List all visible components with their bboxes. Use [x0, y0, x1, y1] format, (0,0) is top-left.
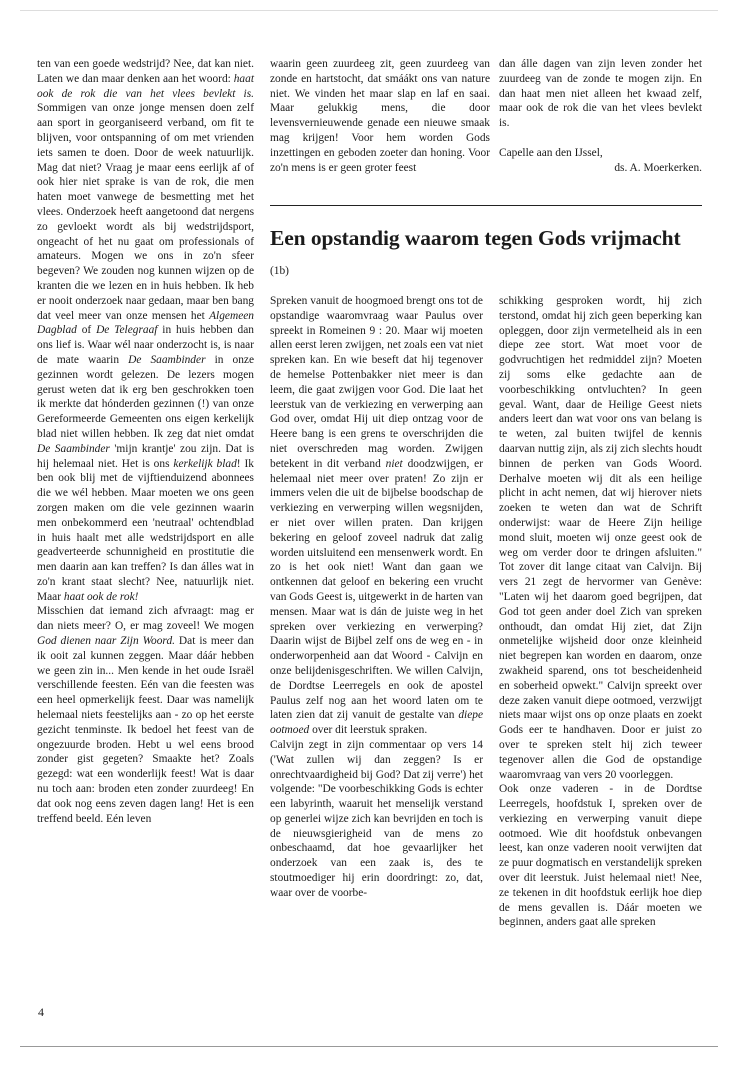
- italic-text: God dienen naar Zijn Woord.: [37, 635, 175, 648]
- page-top-edge: [20, 10, 718, 11]
- text-run: ten van een goede wedstrijd? Nee, dat kan niet. Laten we dan maar denken aan het woord:: [37, 58, 254, 85]
- page-number: 4: [38, 1005, 44, 1019]
- signoff-place: Capelle aan den IJssel,: [499, 147, 603, 159]
- italic-text: De Saambinder: [37, 442, 110, 455]
- paragraph: [270, 738, 483, 901]
- author-signoff: [499, 146, 702, 176]
- italic-text: kerkelijk blad: [173, 457, 237, 470]
- article-title: Een opstandig waarom tegen Gods vrijmacht: [270, 226, 681, 250]
- italic-text: niet: [385, 457, 403, 470]
- paragraph: [499, 782, 702, 930]
- text-run: Dat is meer dan ik ooit zal kunnen zeggen. Maar dáár hebben we geen zin in... Men kende in het oude Israël verschillende feesten. Eén van die feesten was een heel opmerkelijk feest. Daar was namelijk helemaal niets feestelijks aan - zo op het eerste gezicht tenminste. Ik bedoel het feest van de ongezuurde broden. Hebt u wel eens brood zonder gist gegeten? Smaakte het? Zoals gezegd: wat een wonderlijk feest! Wat is daar nu toch aan: broden eten zonder zuurdeeg! En dat ook nog eens zeven dagen lang! Het is een treffend beeld. Eén leven: [37, 635, 254, 825]
- italic-text: haat ook de rok die van het vlees bevlekt is.: [37, 72, 254, 100]
- text-run: Calvijn zegt in zijn commentaar op vers 14 ('Wat zullen wij dan zeggen? Is er onrechtvaardigheid bij God? Dat zij verre') het volgende: "De voorbeschikking Gods is echter een labyrinth, waaruit het menselijk verstand op generlei wijze zich kan bevrijden en toch is de nieuwsgierigheid van de mens zo onbeschaamd, dat hoe gevaarlijker het onderzoek van een zaak is, des te stoutmoediger hij erin doordringt: zo, dat, waar over de voorbe-: [270, 738, 483, 899]
- column-3-text: [499, 57, 702, 131]
- article-subtitle: (1b): [270, 265, 289, 277]
- paragraph: [499, 294, 702, 782]
- page-bottom-edge: [20, 1046, 718, 1047]
- text-run: Sommigen van onze jonge mensen doen zelf aan sport in georganiseerd verband, om fit te blijven, voor ontspanning of om met vrienden iets samen te doen. Door de week natuurlijk. Mag dat niet? Vraag je maar eens eerlijk af of ook hier niet sprake is van de rok, die men haten moet vanwege de besmetting met het vlees. Onderzoek heeft aangetoond dat nergens zo gevloekt wordt als bij wedstrijdsport, ongeacht of het nu gaat om professionals of amateurs. Mogen we ons in zo'n sfeer begeven? We zouden nog kunnen wijzen op de kranten die we lezen en in huis hebben. Ik heb er nooit onderzoek naar gedaan, maar ben bang dat veel meer van onze mensen het: [37, 102, 254, 322]
- paragraph: [270, 294, 483, 738]
- paragraph: [270, 57, 490, 175]
- italic-text: haat ook de rok!: [63, 590, 139, 603]
- paragraph: [499, 57, 702, 131]
- text-run: Misschien dat iemand zich afvraagt: mag er dan niets meer? O, er mag zoveel! We mogen: [37, 605, 254, 633]
- text-run: doodzwijgen, er helemaal niet meer over praten! Zo zijn er immers velen die uit de bijbelse boodschap de verkiezing en verwerping willen wegsnijden, er niet over willen praten. Dan krijgen bekering en geloof zoveel nadruk dat zalig worden uitsluitend een mensenwerk wordt. En zo is het ook niet! Want dan gaan we ontkennen dat geloof en bekering een vrucht van Gods Geest is, uitgewerkt in de harten van mensen. Maar wat is dán de juiste weg in het spreken over verkiezing en verwerping? Daarin wijst de Bijbel zelf ons de weg en - in onderworpenheid aan dat Woord - Calvijn en onze belijdenisgeschriften. We willen Calvijn, de Dordtse Leerregels en ook de apostel Paulus zelf nog aan het woord laten om te laten zien dat zij vanuit de gestalte van: [270, 457, 484, 722]
- paragraph: [37, 604, 254, 826]
- text-run: 'mijn krantje' zou zijn. Dat is hij helemaal niet. Het is ons: [37, 442, 254, 470]
- text-run: Spreken vanuit de hoogmoed brengt ons tot de opstandige waaromvraag waar Paulus over spreekt in Romeinen 9 : 20. Maar wij moeten allen eerst leren zwijgen, net zoals een vat niet spreken kan. En wie beseft dat hij tegenover de hemelse Pottenbakker niet meer is dan leem, die gaat zwijgen voor God. Die laat het leerstuk van de verkiezing en verwerping aan God over, omdat Hij uit diep ontzag voor de Heere bang is een grens te overschrijden die niet overschreden mag worden. Zwijgen betekent in dit verband: [270, 295, 483, 470]
- section-divider: [270, 205, 702, 206]
- text-run: waarin geen zuurdeeg zit, geen zuurdeeg van zonde en hartstocht, dat smáákt ons van nature niet. We vinden het maar slap en laf en saai. Maar gelukkig mens, die door levensvernieuwende genade een nieuwe smaak mag krijgen! Voor hem worden Gods inzettingen en geboden zoeter dan honing. Voor zo'n mens is er geen groter feest: [270, 58, 490, 174]
- text-run: over dit leerstuk spraken.: [309, 724, 428, 737]
- text-run: in onze gezinnen wordt gelezen. De lezers mogen gerust weten dat ik erg ben geschrokken toen ik merkte dat hónderden gezinnen (!) van onze Gereformeerde Gemeenten ons eigen kerkelijk blad niet willen hebben. Ik zeg dat niet omdat: [37, 353, 255, 440]
- italic-text: De Saambinder: [128, 353, 206, 366]
- text-run: Ook onze vaderen - in de Dordtse Leerregels, hoofdstuk I, spreken over de verkiezing en verwerping vanuit diepe ootmoed. Wie dit hoofdstuk onbevangen leest, kan onze vaderen nooit verwijten dat ze puur dogmatisch en verstandelijk spreken over dit leerstuk. Juist helemaal niet! Nee, ze tekenen in dit hoofdstuk eerlijk hoe diep de mens gevallen is. Dáár moeten we beginnen, anders gaat alle spreken: [499, 783, 702, 929]
- text-run: ! Ik ben ook blij met de vijftienduizend abonnees die we wél hebben. Maar moeten we ons geen zorgen maken om die vele gezinnen waarin men onbekommerd een 'neutraal' ochtendblad in huis haalt met alle wedstrijdsport en alle geadverteerde schunnigheid en prostitutie die men daarin aan kan treffen? Is dan álles wat in zo'n krant staat slecht? Nee, natuurlijk niet. Maar: [37, 457, 254, 603]
- text-run: dan álle dagen van zijn leven zonder het zuurdeeg van de zonde te mogen zijn. En dan haat men niet alleen het kwaad zelf, maar ook de rok die van het vlees bevlekt is.: [499, 58, 702, 130]
- text-run: of: [76, 324, 97, 337]
- italic-text: diepe ootmoed: [270, 709, 483, 737]
- column-1-text: [37, 57, 254, 826]
- italic-text: Algemeen Dagblad: [37, 309, 254, 337]
- text-run: schikking gesproken wordt, hij zich terstond, omdat hij zich geen beperking kan opleggen, door zijn vermetelheid als in een diepe zee stort. Wat moet voor de godvruchtigen het redmiddel zijn? Moeten zij soms elke gedachte aan de voorbeschikking ontvluchten? In geen geval. Want, daar de Heilige Geest niets anders leert dan wat voor ons van belang is te weten, zal buiten twijfel de kennis daarvan nuttig zijn, als zij zich slechts houdt binnen de perken van Gods Woord. Derhalve moeten wij dit als een heilige plicht in acht nemen, dat wij hierover niets zoeken te weten dan wat de Schrift onderwijst: waar de Heere Zijn heilige mond sluit, moeten wij onze geest ook de weg om verder door te dringen afsluiten." Tot zover dit lange citaat van Calvijn. Bij vers 21 zegt de hervormer van Genève: "Laten wij het daarom goed begrijpen, dat God tot geen ander doel Zich van spreken onthoudt, dan omdat Hij ziet, dat Zijn onmetelijke wijsheid door onze kleinheid niet begrepen kan worden en daarom, onze zwakheid sparend, ons tot bescheidenheid en soberheid opwekt." Calvijn spreekt over deze zaken vanuit diepe ootmoed, verzwijgt niets maar wijst ons op onze plaats en zoekt Gods eer te handhaven. Door er juist zo over te spreken stelt hij zich teweer tegenover allen die God de opstandige waaromvraag van vers 20 voorleggen.: [499, 295, 702, 781]
- italic-text: De Telegraaf: [96, 324, 158, 337]
- paragraph: [37, 57, 254, 604]
- column-4-text: [270, 294, 483, 901]
- column-5-text: [499, 294, 702, 930]
- column-2-text: [270, 57, 490, 175]
- signoff-author: ds. A. Moerkerken.: [614, 161, 702, 174]
- text-run: in huis hebben dan ons lief is. Waar wél naar onderzocht is, is naar de mate waarin: [37, 324, 254, 366]
